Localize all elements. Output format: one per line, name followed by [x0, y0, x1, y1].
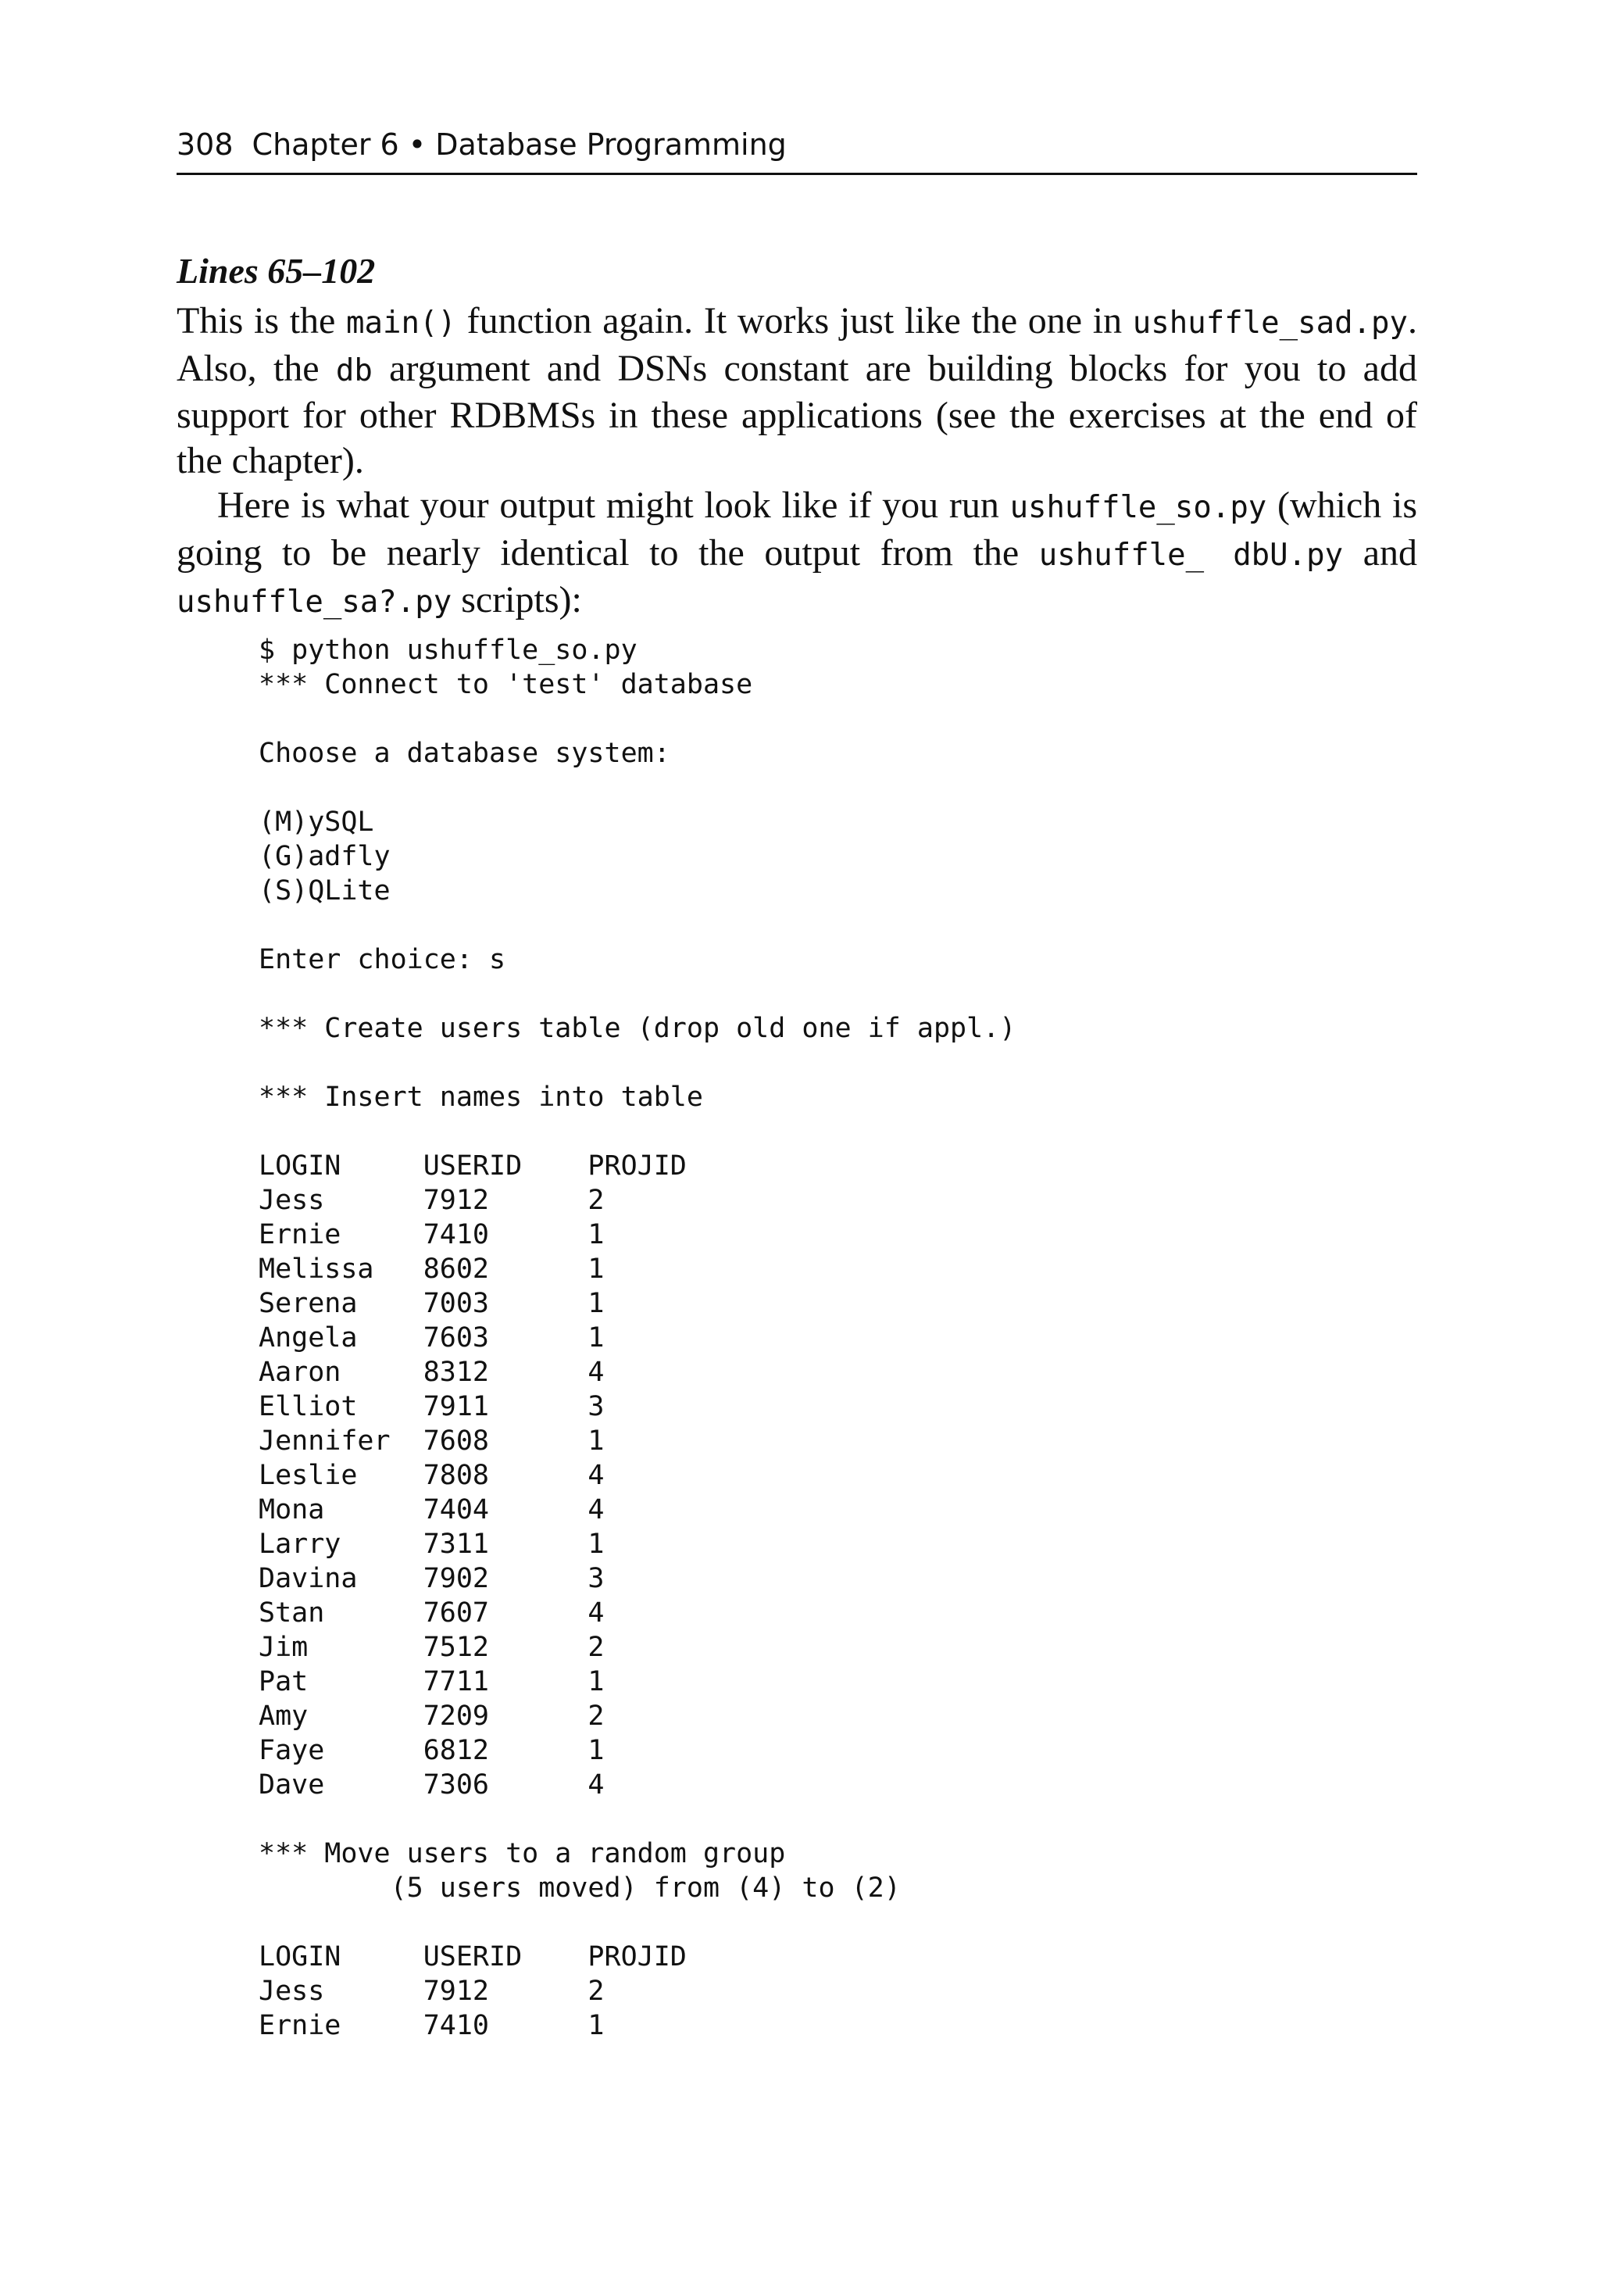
chapter-title: Chapter 6 • Database Programming [252, 127, 787, 162]
console-line: Amy 7209 2 [259, 1701, 605, 1732]
inline-code-ushuffle-sa: ushuffle_sa?.py [177, 585, 452, 620]
console-line: Melissa 8602 1 [259, 1254, 605, 1285]
para2-text-2: (which is going to be nearly identical to the output from the [177, 485, 1418, 574]
console-line [259, 1802, 1415, 1836]
console-line: Jennifer 7608 1 [259, 1425, 605, 1457]
console-line [259, 771, 1415, 805]
console-line [259, 1905, 1415, 1940]
console-line [259, 1046, 1415, 1080]
page-number: 308 [177, 127, 234, 162]
console-line: Larry 7311 1 [259, 1529, 605, 1560]
console-line [259, 908, 1415, 942]
inline-code-db: db [335, 352, 373, 388]
para1-text-1: This is the [177, 300, 347, 342]
console-line: Ernie 7410 1 [259, 2010, 605, 2041]
console-line: Davina 7902 3 [259, 1563, 605, 1594]
paragraph-output-intro [177, 483, 1417, 625]
console-line: Faye 6812 1 [259, 1735, 605, 1766]
console-line: Aaron 8312 4 [259, 1357, 605, 1388]
console-line [259, 977, 1415, 1011]
console-line: Enter choice: s [259, 944, 506, 975]
console-line: (G)adfly [259, 841, 391, 872]
inline-code-ushuffle-dbu: ushuffle_ dbU.py [1038, 537, 1344, 573]
console-line: Jim 7512 2 [259, 1632, 605, 1663]
console-line: Leslie 7808 4 [259, 1460, 605, 1491]
para1-text-4: argument and DSNs constant are building blocks for you to add support for other RDBMSs in these applications (see the exercises at the end of the chapter). [177, 347, 1417, 481]
para2-text-3: and [1343, 531, 1418, 574]
console-line: Mona 7404 4 [259, 1494, 605, 1525]
para2-text-1: Here is what your output might look like if you run [217, 485, 1010, 526]
console-line: (S)QLite [259, 875, 391, 907]
console-line: (5 users moved) from (4) to (2) [259, 1872, 901, 1904]
console-line: *** Move users to a random group [259, 1838, 786, 1869]
console-line: Jess 7912 2 [259, 1185, 605, 1216]
console-line: *** Create users table (drop old one if appl.) [259, 1013, 1016, 1044]
console-line: Angela 7603 1 [259, 1322, 605, 1354]
inline-code-ushuffle-so: ushuffle_so.py [1009, 490, 1267, 525]
console-line [259, 1114, 1415, 1149]
section-heading: Lines 65–102 [177, 251, 376, 291]
paragraph-main-function [177, 299, 1417, 483]
section-lines-65-102 [177, 244, 1417, 625]
console-line: *** Insert names into table [259, 1082, 703, 1113]
console-line: *** Connect to 'test' database [259, 669, 753, 700]
para1-text-2: function again. It works just like the one in [455, 300, 1133, 342]
console-output [259, 633, 1415, 2043]
console-line: LOGIN USERID PROJID [259, 1150, 687, 1182]
console-line: (M)ySQL [259, 806, 374, 838]
inline-code-main: main() [346, 306, 456, 341]
console-line: Ernie 7410 1 [259, 1219, 605, 1250]
console-line: Stan 7607 4 [259, 1597, 605, 1629]
console-line: Elliot 7911 3 [259, 1391, 605, 1422]
console-line: Pat 7711 1 [259, 1666, 605, 1697]
para2-text-4: scripts): [452, 579, 582, 620]
inline-code-ushuffle-sad: ushuffle_sad.py [1132, 306, 1408, 341]
console-line: Choose a database system: [259, 738, 670, 769]
para1-text-3: . Also, the [177, 300, 1417, 389]
console-line: $ python ushuffle_so.py [259, 635, 638, 666]
running-head [177, 121, 1417, 175]
console-line [259, 702, 1415, 736]
console-line: Dave 7306 4 [259, 1769, 605, 1801]
console-line: Serena 7003 1 [259, 1288, 605, 1319]
console-line: Jess 7912 2 [259, 1976, 605, 2007]
console-line: LOGIN USERID PROJID [259, 1941, 687, 1972]
